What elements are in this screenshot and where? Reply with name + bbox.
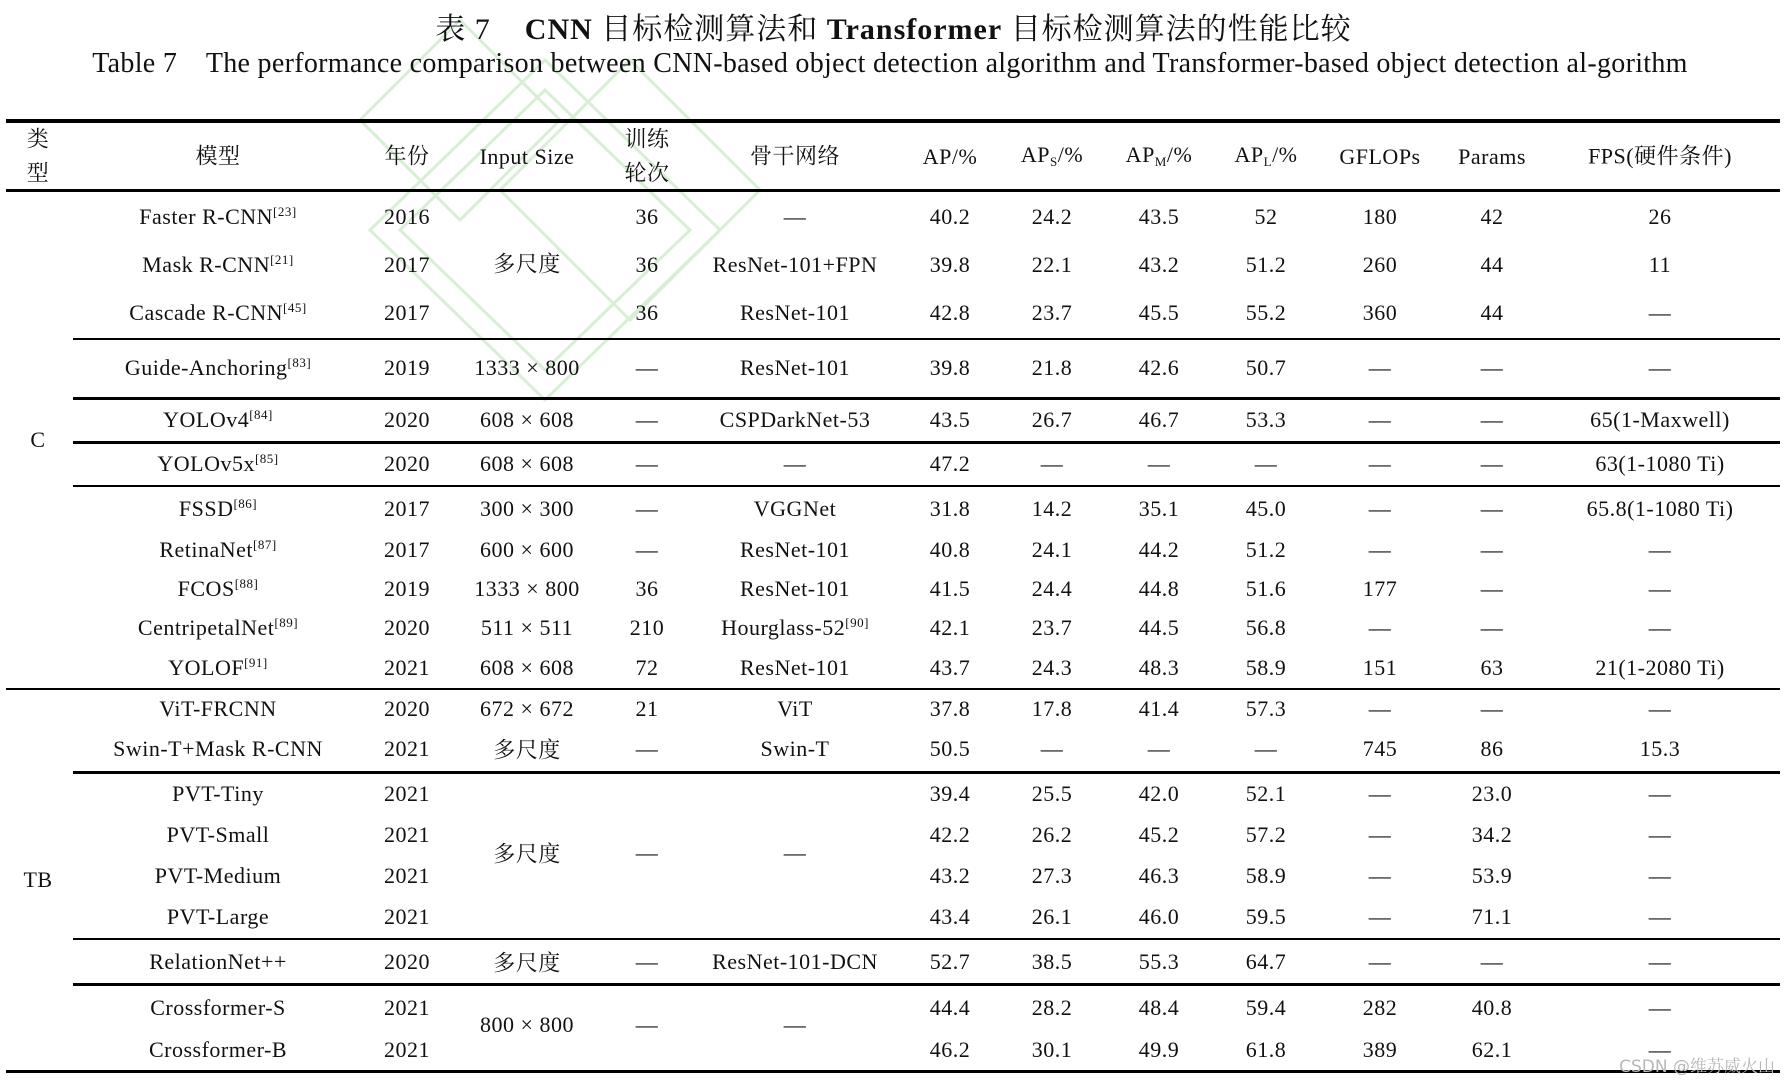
cell-input: 多尺度 xyxy=(493,950,561,976)
cell-gflops: — xyxy=(1368,615,1392,640)
cell-gflops: — xyxy=(1368,407,1392,432)
header-epochs-line2: 轮次 xyxy=(624,160,670,186)
cell-gflops: 389 xyxy=(1362,1037,1398,1062)
cell-backbone: — xyxy=(783,204,807,229)
cell-params: 71.1 xyxy=(1471,904,1513,929)
cell-aps: 23.7 xyxy=(1031,615,1073,640)
cell-gflops: 151 xyxy=(1362,655,1398,680)
model-name: Crossformer-S xyxy=(150,995,286,1020)
cell-gflops: 177 xyxy=(1362,576,1398,601)
cell-input: 608 × 608 xyxy=(480,655,574,680)
cell-epochs: — xyxy=(635,355,659,380)
cell-year: 2017 xyxy=(384,537,430,562)
model-name: Swin-T+Mask R-CNN xyxy=(113,736,323,761)
cell-apm: 42.0 xyxy=(1138,781,1180,806)
cell-gflops: 745 xyxy=(1362,736,1398,761)
table-title-cn: 表 7 CNN 目标检测算法和 Transformer 目标检测算法的性能比较 xyxy=(435,13,1352,46)
cell-params: — xyxy=(1480,355,1504,380)
cell-epochs: — xyxy=(635,537,659,562)
cell-aps: 25.5 xyxy=(1031,781,1073,806)
cell-year: 2021 xyxy=(384,995,430,1020)
cell-apm: 48.3 xyxy=(1138,655,1180,680)
model-name: PVT-Tiny xyxy=(172,781,264,806)
cell-fps: 26 xyxy=(1648,204,1672,229)
cell-epochs: 210 xyxy=(629,615,665,640)
cell-aps: 21.8 xyxy=(1031,355,1073,380)
model-name: RelationNet++ xyxy=(149,949,287,974)
cell-apl: 61.8 xyxy=(1245,1037,1287,1062)
group-label-tb: TB xyxy=(23,867,53,892)
cell-year: 2020 xyxy=(384,615,430,640)
cell-apm: 44.8 xyxy=(1138,576,1180,601)
cell-fps: — xyxy=(1648,995,1672,1020)
cell-ap: 39.4 xyxy=(929,781,971,806)
model-name: PVT-Small xyxy=(166,822,270,847)
cell-aps: — xyxy=(1040,451,1064,476)
group-divider xyxy=(73,485,1780,487)
cell-apl: 57.2 xyxy=(1245,822,1287,847)
cell-apl: 51.2 xyxy=(1245,537,1287,562)
cell-aps: 22.1 xyxy=(1031,252,1073,277)
cell-params: — xyxy=(1480,537,1504,562)
cell-fps: — xyxy=(1648,1037,1672,1062)
cell-year: 2020 xyxy=(384,949,430,974)
cell-apm: 45.5 xyxy=(1138,300,1180,325)
model-name: Faster R-CNN[23] xyxy=(139,204,297,229)
cell-aps: 23.7 xyxy=(1031,300,1073,325)
cell-apm: — xyxy=(1147,736,1171,761)
header-input-size: Input Size xyxy=(479,144,575,169)
header-gflops: GFLOPs xyxy=(1339,144,1421,169)
cell-fps: — xyxy=(1648,781,1672,806)
cell-apm: 43.5 xyxy=(1138,204,1180,229)
cell-input: 608 × 608 xyxy=(480,451,574,476)
cell-params: 86 xyxy=(1480,736,1504,761)
cell-ap: 43.4 xyxy=(929,904,971,929)
group-divider xyxy=(73,338,1780,340)
model-name: FSSD[86] xyxy=(178,496,258,521)
header-subscript: S xyxy=(1049,154,1058,169)
cell-gflops: — xyxy=(1368,537,1392,562)
cell-ap: 39.8 xyxy=(929,252,971,277)
cell-apm: 42.6 xyxy=(1138,355,1180,380)
cell-apm: 46.0 xyxy=(1138,904,1180,929)
cell-backbone: ViT xyxy=(777,696,813,721)
cell-year: 2021 xyxy=(384,655,430,680)
cell-params: 34.2 xyxy=(1471,822,1513,847)
cell-backbone: ResNet-101 xyxy=(739,300,851,325)
header-ap-large xyxy=(1234,142,1297,168)
cell-params: — xyxy=(1480,496,1504,521)
cell-apl: 57.3 xyxy=(1245,696,1287,721)
header-model: 模型 xyxy=(195,143,241,169)
cell-aps: 24.4 xyxy=(1031,576,1073,601)
cell-epochs: — xyxy=(635,1012,659,1037)
cell-backbone: Swin-T xyxy=(760,736,830,761)
cell-fps: — xyxy=(1648,949,1672,974)
cell-ap: 50.5 xyxy=(929,736,971,761)
cell-aps: 26.7 xyxy=(1031,407,1073,432)
model-name: CentripetalNet[89] xyxy=(137,615,299,640)
cell-epochs: 36 xyxy=(635,252,659,277)
group-label-c: C xyxy=(30,427,46,452)
cell-ap: 52.7 xyxy=(929,949,971,974)
table-title-en: Table 7 The performance comparison between CNN-based object detection algorithm and Transformer-based object detection al-gorithm xyxy=(92,48,1688,79)
cell-aps: 26.1 xyxy=(1031,904,1073,929)
cell-apm: 44.2 xyxy=(1138,537,1180,562)
reference-marker: [45] xyxy=(283,300,307,315)
cell-year: 2019 xyxy=(384,355,430,380)
cell-aps: 28.2 xyxy=(1031,995,1073,1020)
cell-params: 62.1 xyxy=(1471,1037,1513,1062)
group-divider xyxy=(73,938,1780,940)
cell-ap: 40.8 xyxy=(929,537,971,562)
cell-backbone: CSPDarkNet-53 xyxy=(719,407,871,432)
section-divider xyxy=(6,688,1780,690)
cell-ap: 31.8 xyxy=(929,496,971,521)
cell-apl: 59.4 xyxy=(1245,995,1287,1020)
header-ap-medium xyxy=(1126,142,1193,168)
cell-aps: 38.5 xyxy=(1031,949,1073,974)
header-epochs-line1: 训练 xyxy=(624,126,670,152)
cell-year: 2021 xyxy=(384,1037,430,1062)
cell-epochs: — xyxy=(635,736,659,761)
cell-aps: 27.3 xyxy=(1031,863,1073,888)
cell-year: 2021 xyxy=(384,822,430,847)
header-backbone: 骨干网络 xyxy=(749,143,841,169)
cell-year: 2021 xyxy=(384,781,430,806)
cell-apl: 59.5 xyxy=(1245,904,1287,929)
cell-params: — xyxy=(1480,696,1504,721)
cell-params: — xyxy=(1480,407,1504,432)
model-name: Cascade R-CNN[45] xyxy=(129,300,307,325)
cell-input: 1333 × 800 xyxy=(474,576,580,601)
cell-ap: 40.2 xyxy=(929,204,971,229)
group-divider xyxy=(73,771,1780,774)
cell-gflops: — xyxy=(1368,451,1392,476)
cell-params: — xyxy=(1480,451,1504,476)
cell-aps: 24.1 xyxy=(1031,537,1073,562)
header-type-line1: 类 xyxy=(26,126,50,152)
cell-apm: 44.5 xyxy=(1138,615,1180,640)
cell-fps: — xyxy=(1648,537,1672,562)
header-text: AP xyxy=(1125,142,1155,167)
cell-input: 多尺度 xyxy=(493,841,561,867)
cell-params: — xyxy=(1480,576,1504,601)
cell-backbone: — xyxy=(783,451,807,476)
cell-ap: 42.1 xyxy=(929,615,971,640)
cell-aps: 17.8 xyxy=(1031,696,1073,721)
model-name: Crossformer-B xyxy=(148,1037,288,1062)
cell-ap: 39.8 xyxy=(929,355,971,380)
cell-params: 44 xyxy=(1480,252,1504,277)
header-year: 年份 xyxy=(384,143,430,169)
cell-ap: 43.2 xyxy=(929,863,971,888)
reference-marker: [21] xyxy=(270,252,294,267)
cell-fps: — xyxy=(1648,355,1672,380)
cell-params: 63 xyxy=(1480,655,1504,680)
cell-gflops: — xyxy=(1368,949,1392,974)
header-text: /% xyxy=(1272,142,1298,167)
model-name: ViT-FRCNN xyxy=(159,696,277,721)
cell-backbone: ResNet-101 xyxy=(739,655,851,680)
cell-epochs: — xyxy=(635,840,659,865)
cell-aps: — xyxy=(1040,736,1064,761)
cell-fps: — xyxy=(1648,300,1672,325)
header-text: AP xyxy=(1020,142,1050,167)
cell-backbone: Hourglass-52[90] xyxy=(721,615,869,640)
cell-fps: — xyxy=(1648,696,1672,721)
cell-ap: 42.8 xyxy=(929,300,971,325)
cell-epochs: 21 xyxy=(635,696,659,721)
cell-epochs: — xyxy=(635,407,659,432)
cell-params: 40.8 xyxy=(1471,995,1513,1020)
reference-marker: [90] xyxy=(845,615,869,630)
cell-backbone: ResNet-101 xyxy=(739,355,851,380)
cell-ap: 42.2 xyxy=(929,822,971,847)
cell-apl: 52 xyxy=(1254,204,1278,229)
cell-gflops: 360 xyxy=(1362,300,1398,325)
cell-input: 608 × 608 xyxy=(480,407,574,432)
header-text: /% xyxy=(1166,142,1193,167)
cell-gflops: — xyxy=(1368,496,1392,521)
model-name: Mask R-CNN[21] xyxy=(142,252,294,277)
cell-aps: 26.2 xyxy=(1031,822,1073,847)
cell-aps: 30.1 xyxy=(1031,1037,1073,1062)
group-divider xyxy=(73,441,1780,444)
cell-fps: 15.3 xyxy=(1639,736,1681,761)
cell-apl: 45.0 xyxy=(1245,496,1287,521)
reference-marker: [86] xyxy=(233,496,258,511)
cell-input: 800 × 800 xyxy=(480,1012,574,1037)
cell-backbone: — xyxy=(783,840,807,865)
top-rule xyxy=(6,119,1780,123)
cell-gflops: — xyxy=(1368,822,1392,847)
cell-epochs: — xyxy=(635,949,659,974)
cell-backbone: VGGNet xyxy=(753,496,837,521)
cell-backbone: ResNet-101 xyxy=(739,576,851,601)
reference-marker: [84] xyxy=(249,407,273,422)
model-name: RetinaNet[87] xyxy=(159,537,277,562)
cell-epochs: 36 xyxy=(635,576,659,601)
cell-input: 300 × 300 xyxy=(480,496,574,521)
cell-fps: 65(1-Maxwell) xyxy=(1590,407,1730,432)
cell-ap: 43.7 xyxy=(929,655,971,680)
cell-params: — xyxy=(1480,615,1504,640)
csdn-watermark: CSDN @维苏威火山 xyxy=(1619,1057,1775,1077)
header-fps: FPS(硬件条件) xyxy=(1588,143,1732,169)
cell-year: 2021 xyxy=(384,736,430,761)
cell-apm: 46.7 xyxy=(1138,407,1180,432)
cell-epochs: 36 xyxy=(635,204,659,229)
cell-fps: — xyxy=(1648,615,1672,640)
cell-apm: 45.2 xyxy=(1138,822,1180,847)
model-name: FCOS[88] xyxy=(177,576,259,601)
cell-apm: — xyxy=(1147,451,1171,476)
cell-params: 23.0 xyxy=(1471,781,1513,806)
cell-ap: 44.4 xyxy=(929,995,971,1020)
cell-year: 2020 xyxy=(384,451,430,476)
cell-gflops: — xyxy=(1368,863,1392,888)
cell-input: 多尺度 xyxy=(493,737,561,763)
model-name: YOLOv5x[85] xyxy=(157,451,279,476)
cell-apl: — xyxy=(1254,451,1278,476)
header-subscript: L xyxy=(1263,154,1273,169)
header-subscript: M xyxy=(1154,154,1167,169)
model-name: Guide-Anchoring[83] xyxy=(124,355,312,380)
cell-aps: 24.3 xyxy=(1031,655,1073,680)
cell-apl: 53.3 xyxy=(1245,407,1287,432)
cell-apl: 51.2 xyxy=(1245,252,1287,277)
cell-epochs: 72 xyxy=(635,655,659,680)
cell-backbone: ResNet-101-DCN xyxy=(712,949,878,974)
cell-fps: 11 xyxy=(1648,252,1672,277)
cell-apl: 58.9 xyxy=(1245,863,1287,888)
cell-year: 2017 xyxy=(384,496,430,521)
cell-input: 600 × 600 xyxy=(480,537,574,562)
cell-apm: 49.9 xyxy=(1138,1037,1180,1062)
cell-year: 2017 xyxy=(384,300,430,325)
cell-gflops: 180 xyxy=(1362,204,1398,229)
cell-apl: 50.7 xyxy=(1245,355,1287,380)
cell-input: 1333 × 800 xyxy=(474,355,580,380)
cell-year: 2019 xyxy=(384,576,430,601)
cell-apl: — xyxy=(1254,736,1278,761)
cell-params: 53.9 xyxy=(1471,863,1513,888)
cell-fps: 63(1-1080 Ti) xyxy=(1595,451,1725,476)
header-params: Params xyxy=(1458,144,1526,169)
cell-gflops: 282 xyxy=(1362,995,1398,1020)
cell-gflops: — xyxy=(1368,781,1392,806)
cell-epochs: — xyxy=(635,496,659,521)
cell-year: 2021 xyxy=(384,904,430,929)
cell-params: — xyxy=(1480,949,1504,974)
reference-marker: [91] xyxy=(244,655,268,670)
reference-marker: [88] xyxy=(234,576,259,591)
cell-gflops: — xyxy=(1368,696,1392,721)
reference-marker: [23] xyxy=(273,204,297,219)
cell-year: 2021 xyxy=(384,863,430,888)
cell-ap: 37.8 xyxy=(929,696,971,721)
cell-year: 2020 xyxy=(384,696,430,721)
cell-input: 511 × 511 xyxy=(480,615,574,640)
cell-apl: 51.6 xyxy=(1245,576,1287,601)
cell-apm: 43.2 xyxy=(1138,252,1180,277)
cell-gflops: 260 xyxy=(1362,252,1398,277)
cell-apm: 46.3 xyxy=(1138,863,1180,888)
reference-marker: [87] xyxy=(253,537,277,552)
reference-marker: [85] xyxy=(254,451,279,466)
group-divider xyxy=(73,397,1780,400)
cell-fps: — xyxy=(1648,822,1672,847)
header-text: AP xyxy=(1234,142,1264,167)
cell-apm: 35.1 xyxy=(1138,496,1180,521)
cell-ap: 46.2 xyxy=(929,1037,971,1062)
bottom-rule xyxy=(6,1070,1780,1073)
cell-year: 2017 xyxy=(384,252,430,277)
cell-ap: 41.5 xyxy=(929,576,971,601)
cell-fps: 21(1-2080 Ti) xyxy=(1595,655,1725,680)
cell-apl: 58.9 xyxy=(1245,655,1287,680)
header-type-line2: 型 xyxy=(26,160,50,186)
group-divider xyxy=(73,983,1780,986)
cell-gflops: — xyxy=(1368,355,1392,380)
cell-backbone: ResNet-101+FPN xyxy=(712,252,878,277)
cell-input: 多尺度 xyxy=(493,251,561,277)
cell-fps: — xyxy=(1648,576,1672,601)
cell-apl: 55.2 xyxy=(1245,300,1287,325)
cell-params: 44 xyxy=(1480,300,1504,325)
cell-gflops: — xyxy=(1368,904,1392,929)
cell-fps: — xyxy=(1648,863,1672,888)
cell-epochs: 36 xyxy=(635,300,659,325)
reference-marker: [89] xyxy=(274,615,299,630)
cell-backbone: — xyxy=(783,1012,807,1037)
cell-apl: 56.8 xyxy=(1245,615,1287,640)
cell-aps: 24.2 xyxy=(1031,204,1073,229)
model-name: YOLOF[91] xyxy=(168,655,268,680)
cell-backbone: ResNet-101 xyxy=(739,537,851,562)
cell-ap: 43.5 xyxy=(929,407,971,432)
header-text: /% xyxy=(1057,142,1084,167)
cell-year: 2016 xyxy=(384,204,430,229)
cell-fps: 65.8(1-1080 Ti) xyxy=(1586,496,1734,521)
model-name: PVT-Large xyxy=(166,904,270,929)
reference-marker: [83] xyxy=(287,355,312,370)
header-bottom-rule xyxy=(6,189,1780,192)
cell-year: 2020 xyxy=(384,407,430,432)
cell-params: 42 xyxy=(1480,204,1504,229)
cell-apm: 41.4 xyxy=(1138,696,1180,721)
cell-apl: 52.1 xyxy=(1245,781,1287,806)
cell-aps: 14.2 xyxy=(1031,496,1073,521)
cell-fps: — xyxy=(1648,904,1672,929)
model-name: PVT-Medium xyxy=(154,863,282,888)
cell-ap: 47.2 xyxy=(929,451,971,476)
header-ap: AP/% xyxy=(922,144,978,169)
cell-apm: 55.3 xyxy=(1138,949,1180,974)
cell-apm: 48.4 xyxy=(1138,995,1180,1020)
cell-epochs: — xyxy=(635,451,659,476)
cell-apl: 64.7 xyxy=(1245,949,1287,974)
header-ap-small xyxy=(1021,142,1083,168)
cell-input: 672 × 672 xyxy=(480,696,574,721)
model-name: YOLOv4[84] xyxy=(163,407,273,432)
